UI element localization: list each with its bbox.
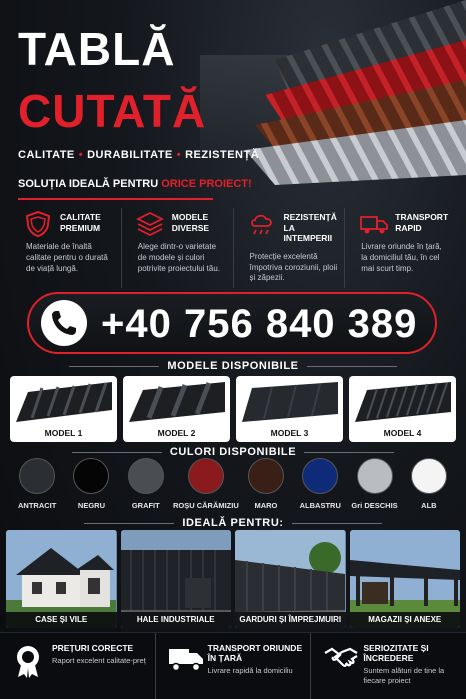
feature-desc: Materiale de înaltă calitate pentru o durată de viață lungă. <box>26 242 108 273</box>
colors-heading <box>0 446 466 458</box>
color-option[interactable] <box>239 458 293 516</box>
color-label: ALBASTRU <box>299 501 341 510</box>
color-label: GRAFIT <box>131 501 160 510</box>
bottom-item-transport <box>155 633 311 699</box>
models-heading <box>0 360 466 372</box>
use-houses <box>6 530 117 628</box>
uses-heading <box>0 517 466 529</box>
subline-accent: ORICE PROIECT! <box>161 178 252 190</box>
uses-row <box>6 530 460 628</box>
colors-row <box>10 458 456 516</box>
bottom-title: PREȚURI CORECTE <box>52 643 134 653</box>
color-option[interactable] <box>402 458 456 516</box>
divider <box>292 523 382 524</box>
color-option[interactable] <box>173 458 239 516</box>
color-label: NEGRU <box>77 501 106 510</box>
color-swatch[interactable] <box>128 458 164 494</box>
color-swatch[interactable] <box>248 458 284 494</box>
color-label: ROȘU CĂRĂMIZIU <box>172 501 239 510</box>
tagline-item: REZISTENȚĂ <box>185 149 260 161</box>
weather-icon <box>248 210 276 238</box>
feature-models <box>121 208 233 288</box>
layers-icon <box>136 210 164 238</box>
model-card-4[interactable] <box>349 376 456 442</box>
subline-main: SOLUȚIA IDEALĂ PENTRU <box>18 178 159 190</box>
divider <box>304 452 394 453</box>
title-line-2: CUTATĂ <box>18 85 207 137</box>
tagline <box>18 149 259 161</box>
phone-call-button[interactable] <box>27 292 437 354</box>
feature-title: MODELE DIVERSE <box>171 212 210 233</box>
use-label: MAGAZII ȘI ANEXE <box>350 612 461 628</box>
use-fences <box>235 530 346 628</box>
bottom-title: TRANSPORT ORIUNDE ÎN ȚARĂ <box>207 643 303 664</box>
use-label: HALE INDUSTRIALE <box>121 612 232 628</box>
color-option[interactable] <box>293 458 347 516</box>
color-label: MARO <box>254 501 278 510</box>
shield-icon <box>24 210 52 238</box>
bullet: • <box>78 149 84 161</box>
divider <box>18 198 213 200</box>
model-label: MODEL 2 <box>157 428 196 438</box>
color-label: ANTRACIT <box>17 501 57 510</box>
bottom-desc: Raport excelent calitate-preț <box>52 656 146 666</box>
model-label: MODEL 3 <box>270 428 309 438</box>
phone-number[interactable]: +40 756 840 389 <box>101 302 418 346</box>
color-swatch[interactable] <box>302 458 338 494</box>
color-swatch[interactable] <box>188 458 224 494</box>
model-label: MODEL 1 <box>44 428 83 438</box>
color-label: ALB <box>421 501 437 510</box>
color-swatch[interactable] <box>357 458 393 494</box>
corrugated-sheets-image <box>195 0 466 200</box>
bottom-item-prices <box>0 633 155 699</box>
bottom-desc: Suntem alături de tine la fiecare proiect <box>363 666 445 686</box>
bottom-item-trust <box>310 633 466 699</box>
use-label: CASE ȘI VILE <box>6 612 117 628</box>
tagline-item: CALITATE <box>18 149 75 161</box>
model-card-1[interactable] <box>10 376 117 442</box>
color-swatch[interactable] <box>73 458 109 494</box>
models-row <box>10 376 456 442</box>
phone-icon <box>41 300 87 346</box>
feature-title: CALITATE PREMIUM <box>60 212 101 233</box>
bullet: • <box>176 149 182 161</box>
feature-quality <box>10 208 121 288</box>
award-icon <box>12 643 44 679</box>
color-option[interactable] <box>347 458 401 516</box>
feature-desc: Protecție excelentă împotriva coroziunii, ploii și zăpezii. <box>249 251 338 283</box>
model-card-2[interactable] <box>123 376 230 442</box>
truck-icon <box>168 643 204 673</box>
bottom-bar <box>0 632 466 699</box>
feature-title: REZISTENȚĂ LA INTEMPERII <box>283 212 337 244</box>
features-row <box>10 208 456 288</box>
colors-heading-text: CULORI DISPONIBILE <box>169 446 297 458</box>
title-line-1: TABLĂ <box>18 23 176 75</box>
feature-weather <box>233 208 345 288</box>
divider <box>69 366 159 367</box>
use-sheds <box>350 530 461 628</box>
handshake-icon <box>323 643 359 673</box>
use-label: GARDURI ȘI ÎMPREJMUIRI <box>235 612 346 628</box>
truck-icon <box>359 210 389 238</box>
uses-heading-text: IDEALĂ PENTRU: <box>182 517 284 529</box>
divider <box>84 523 174 524</box>
feature-desc: Alege dintr-o varietate de modele și culori potrivite proiectului tău. <box>137 242 221 273</box>
color-option[interactable] <box>64 458 118 516</box>
sheet-profile-4 <box>355 382 451 422</box>
model-card-3[interactable] <box>236 376 343 442</box>
sheet-profile-3 <box>242 382 338 422</box>
color-option[interactable] <box>10 458 64 516</box>
color-option[interactable] <box>119 458 173 516</box>
divider <box>72 452 162 453</box>
color-swatch[interactable] <box>19 458 55 494</box>
tagline-item: DURABILITATE <box>87 149 173 161</box>
subline <box>18 178 252 190</box>
feature-title: TRANSPORT RAPID <box>395 212 449 233</box>
feature-transport <box>344 208 456 288</box>
color-swatch[interactable] <box>411 458 447 494</box>
feature-desc: Livrare oriunde în țară, la domiciliul tău, în cel mai scurt timp. <box>361 242 442 273</box>
sheet-profile-2 <box>129 382 225 422</box>
color-label: Gri DESCHIS <box>351 501 398 510</box>
bottom-title: SERIOZITATE ȘI ÎNCREDERE <box>363 643 429 664</box>
use-industrial <box>121 530 232 628</box>
sheet-profile-1 <box>16 382 112 422</box>
model-label: MODEL 4 <box>383 428 422 438</box>
bottom-desc: Livrare rapidă la domiciliu <box>207 666 293 676</box>
divider <box>307 366 397 367</box>
models-heading-text: MODELE DISPONIBILE <box>167 360 299 372</box>
